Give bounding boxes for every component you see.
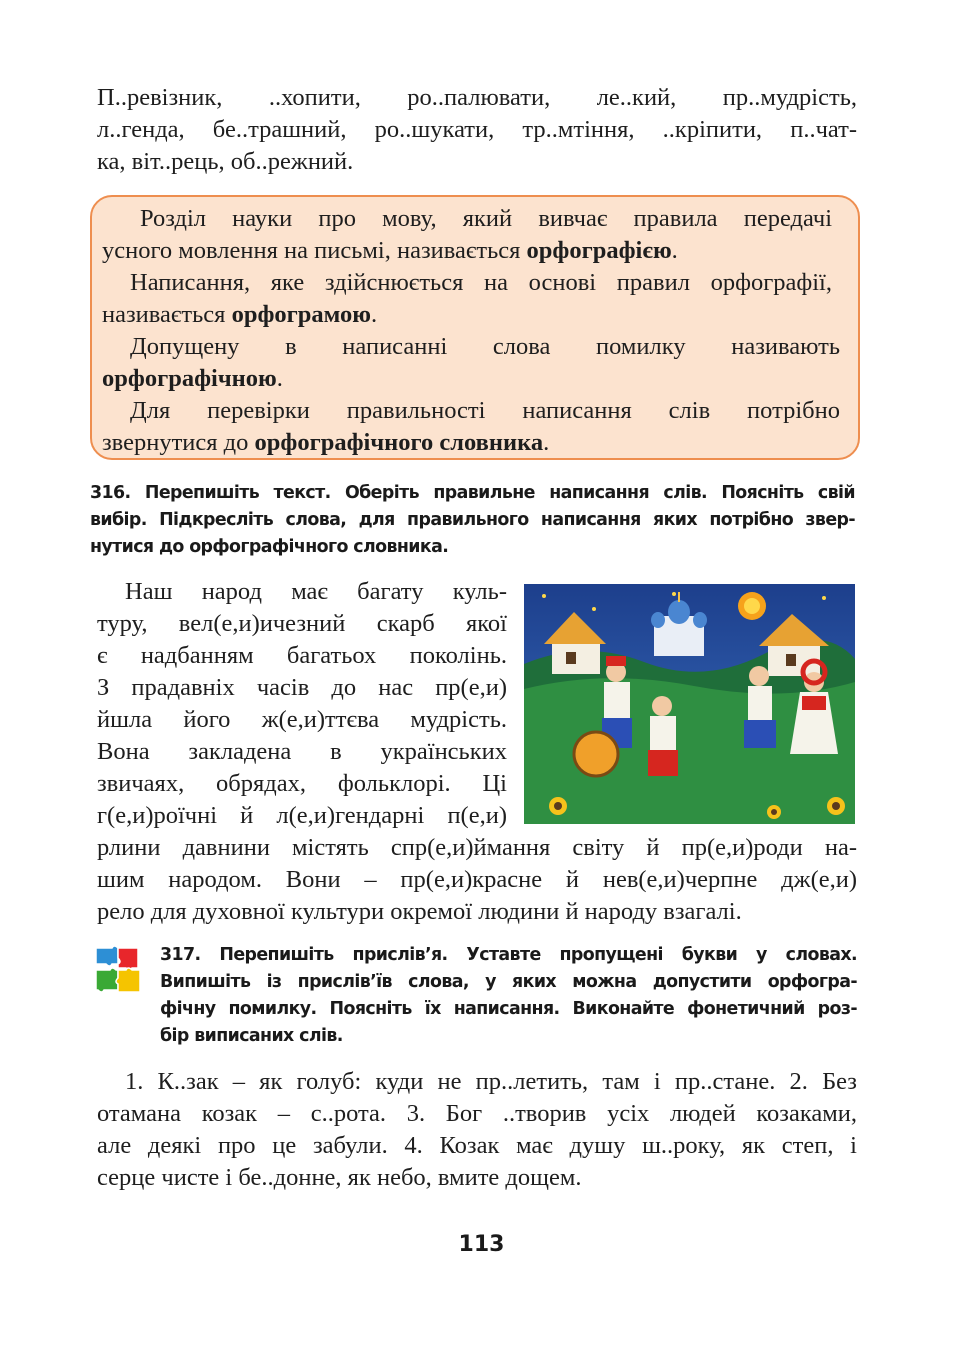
term-orthography: орфографією	[526, 237, 672, 264]
rule-line	[102, 299, 842, 331]
folk-dance-illustration	[524, 584, 855, 824]
rule-line: Допущену в написанні слова помилку називають	[130, 333, 840, 360]
exercise-words-line: ка, віт..рець, об..режний.	[97, 148, 354, 175]
proverb-line: отамана козак – с..рота. 3. Бог ..творив усіх людей козаками,	[97, 1100, 857, 1127]
proverb-line: 1. К..зак – як голуб: куди не пр..летить, там і пр..стане. 2. Без	[125, 1068, 857, 1095]
task-line: бір виписаних слів.	[160, 1026, 343, 1046]
rule-text: називається	[102, 301, 232, 328]
task-line: Випишіть із прислів’їв слова, у яких можна допустити орфогра-	[160, 972, 857, 992]
task-line: вибір. Підкресліть слова, для правильного написання яких потрібно звер-	[90, 510, 855, 530]
rule-text: .	[543, 429, 550, 456]
text-line: йшла його ж(е,и)ттєва мудрість.	[97, 706, 507, 733]
text-line: рлини давнини містять спр(е,и)ймання світу й пр(е,и)роди на-	[97, 834, 857, 861]
text-line: є надбанням багатьох поколінь.	[97, 642, 507, 669]
drum-icon	[574, 732, 618, 776]
term-orthographic-error: орфографічною	[102, 365, 277, 392]
term-orthogram: орфограмою	[231, 301, 371, 328]
task-line: 316. Перепишіть текст. Оберіть правильне написання слів. Поясніть свій	[90, 483, 855, 503]
text-line: звичаях, обрядах, фольклорі. Ці	[97, 770, 507, 797]
text-line: рело для духовної культури окремої людини й народу взагалі.	[97, 898, 742, 925]
exercise-words-line: л..генда, бе..трашний, ро..шукати, тр..мтіння, ..кріпити, п..чат-	[97, 116, 857, 143]
text-line: Вона закладена в українських	[97, 738, 507, 765]
rule-box	[90, 195, 860, 460]
text-line: Наш народ має багату куль-	[125, 578, 507, 605]
rule-line: Для перевірки правильності написання слів потрібно	[130, 397, 840, 424]
rule-line	[102, 427, 842, 459]
text-line: шим народом. Вони – пр(е,и)красне й нев(е,и)черпне дж(е,и)	[97, 866, 857, 893]
rule-line	[102, 235, 842, 267]
puzzle-icon	[92, 944, 144, 998]
rule-text: .	[276, 365, 283, 392]
rule-line: Розділ науки про мову, який вивчає правила передачі	[140, 205, 832, 232]
rule-text: .	[671, 237, 678, 264]
rule-line	[102, 363, 842, 395]
rule-text: .	[370, 301, 378, 328]
text-line: г(е,и)роїчні й л(е,и)гендарні п(е,и)	[97, 802, 507, 829]
proverb-line: але деякі про це забули. 4. Козак має душу ш..року, як степ, і	[97, 1132, 857, 1159]
task-line: 317. Перепишіть прислів’я. Уставте пропущені букви у словах.	[160, 945, 857, 965]
proverb-line: серце чисте і бе..донне, як небо, вмите дощем.	[97, 1164, 582, 1191]
page-number: 113	[458, 1232, 505, 1257]
rule-text: звернутися до	[102, 429, 255, 456]
task-line: фічну помилку. Поясніть їх написання. Виконайте фонетичний роз-	[160, 999, 857, 1019]
exercise-words-line: П..ревізник, ..хопити, ро..палювати, ле..кий, пр..мудрість,	[97, 84, 857, 111]
rule-text: усного мовлення на письмі, називається	[102, 237, 527, 264]
rule-line: Написання, яке здійснюється на основі правил орфографії,	[130, 269, 832, 296]
text-line: туру, вел(е,и)ичезний скарб якої	[97, 610, 507, 637]
task-line: нутися до орфографічного словника.	[90, 537, 449, 557]
term-orthographic-dictionary: орфографічного словника	[254, 429, 544, 456]
text-line: З прадавніх часів до нас пр(е,и)	[97, 674, 507, 701]
